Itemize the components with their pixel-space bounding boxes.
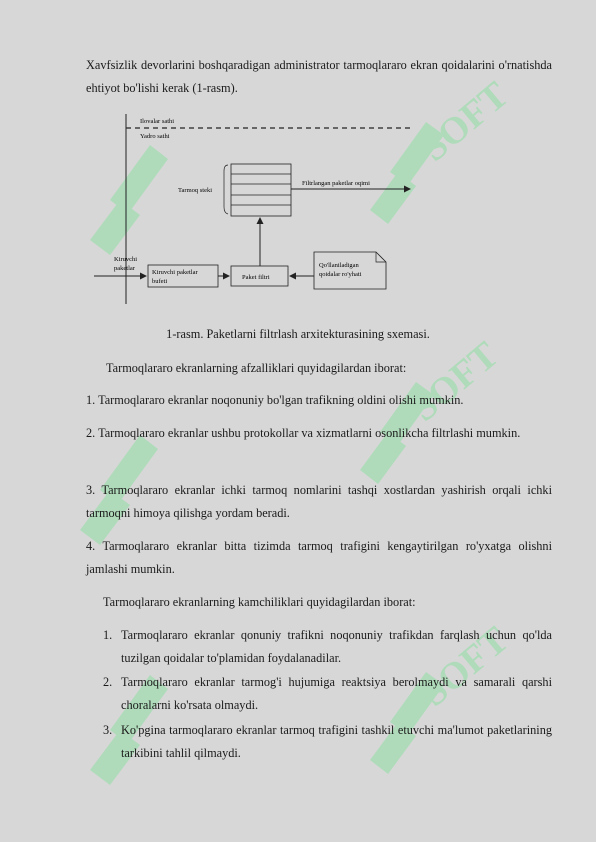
list-number: 3.: [103, 723, 113, 737]
svg-text:Kiruvchi: [114, 256, 137, 263]
label-ilovalar: Ilovalar sathi: [140, 118, 175, 125]
svg-text:SOFT: SOFT: [403, 333, 507, 430]
label-yadro: Yadro sathi: [140, 133, 170, 140]
label-incoming-1: Kiruvchi: [114, 256, 138, 263]
list-number: 1.: [103, 628, 113, 642]
svg-text:Qo'llaniladigan: Qo'llaniladigan: [319, 262, 359, 269]
disadvantage-item: Ko'pgina tarmoqlararo ekranlar tarmoq trafigini tashkil etuvchi ma'lumot paketlarining tarkibini tahlil qilmaydi.: [121, 723, 552, 760]
disadvantage-item: Tarmoqlararo ekranlar tarmog'i hujumiga reaktsiya berolmaydi va samarali qarshi choralarni ko'rsata olmaydi.: [121, 675, 552, 712]
advantage-item: 4. Tarmoqlararo ekranlar bitta tizimda tarmoq trafigini kengaytirilgan ro'yxatga olishni jamlashi mumkin.: [86, 539, 552, 576]
disadvantages-heading: Tarmoqlararo ekranlarning kamchiliklari quyidagilardan iborat:: [103, 595, 416, 609]
advantage-item: 3. Tarmoqlararo ekranlar ichki tarmoq nomlarini tashqi xostlardan yashirish orqali ichki tarmoqni himoya qilishga yordam beradi.: [86, 483, 552, 520]
svg-text:SOFT: SOFT: [413, 618, 517, 715]
svg-text:qoidalar ro'yhati: qoidalar ro'yhati: [319, 271, 362, 278]
svg-text:bufeti: bufeti: [152, 278, 168, 285]
label-filtered: Filtrlangan paketlar oqimi: [302, 180, 370, 187]
label-stack: Tarmoq steki: [178, 187, 213, 194]
disadvantage-item: Tarmoqlararo ekranlar qonuniy trafikni noqonuniy trafikdan farqlash uchun qo'lda tuzilgan qoidalar to'plamidan foydalanadilar.: [121, 628, 552, 665]
packet-filter-diagram: [90, 112, 420, 312]
svg-text:Paket filtri: Paket filtri: [242, 274, 270, 281]
figure-caption: 1-rasm. Paketlarni filtrlash arxitekturasining sxemasi.: [166, 327, 430, 341]
svg-text:SOFT: SOFT: [413, 73, 517, 170]
advantage-item: 2. Tarmoqlararo ekranlar ushbu protokollar va xizmatlarni osonlikcha filtrlashi mumkin.: [86, 426, 521, 440]
network-stack: [231, 164, 291, 216]
intro-paragraph: Xavfsizlik devorlarini boshqaradigan administrator tarmoqlararo ekran qoidalarini o'rnatishda ehtiyot bo'lishi kerak (1-rasm).: [86, 58, 552, 95]
label-incoming-2: paketlar: [114, 265, 135, 272]
advantage-item: 1. Tarmoqlararo ekranlar noqonuniy bo'lgan trafikning oldini olishi mumkin.: [86, 393, 464, 407]
svg-text:paketlar: [114, 265, 136, 272]
list-number: 2.: [103, 675, 113, 689]
svg-text:Kiruvchi paketlar: Kiruvchi paketlar: [152, 269, 198, 276]
advantages-heading: Tarmoqlararo ekranlarning afzalliklari quyidagilardan iborat:: [106, 361, 407, 375]
